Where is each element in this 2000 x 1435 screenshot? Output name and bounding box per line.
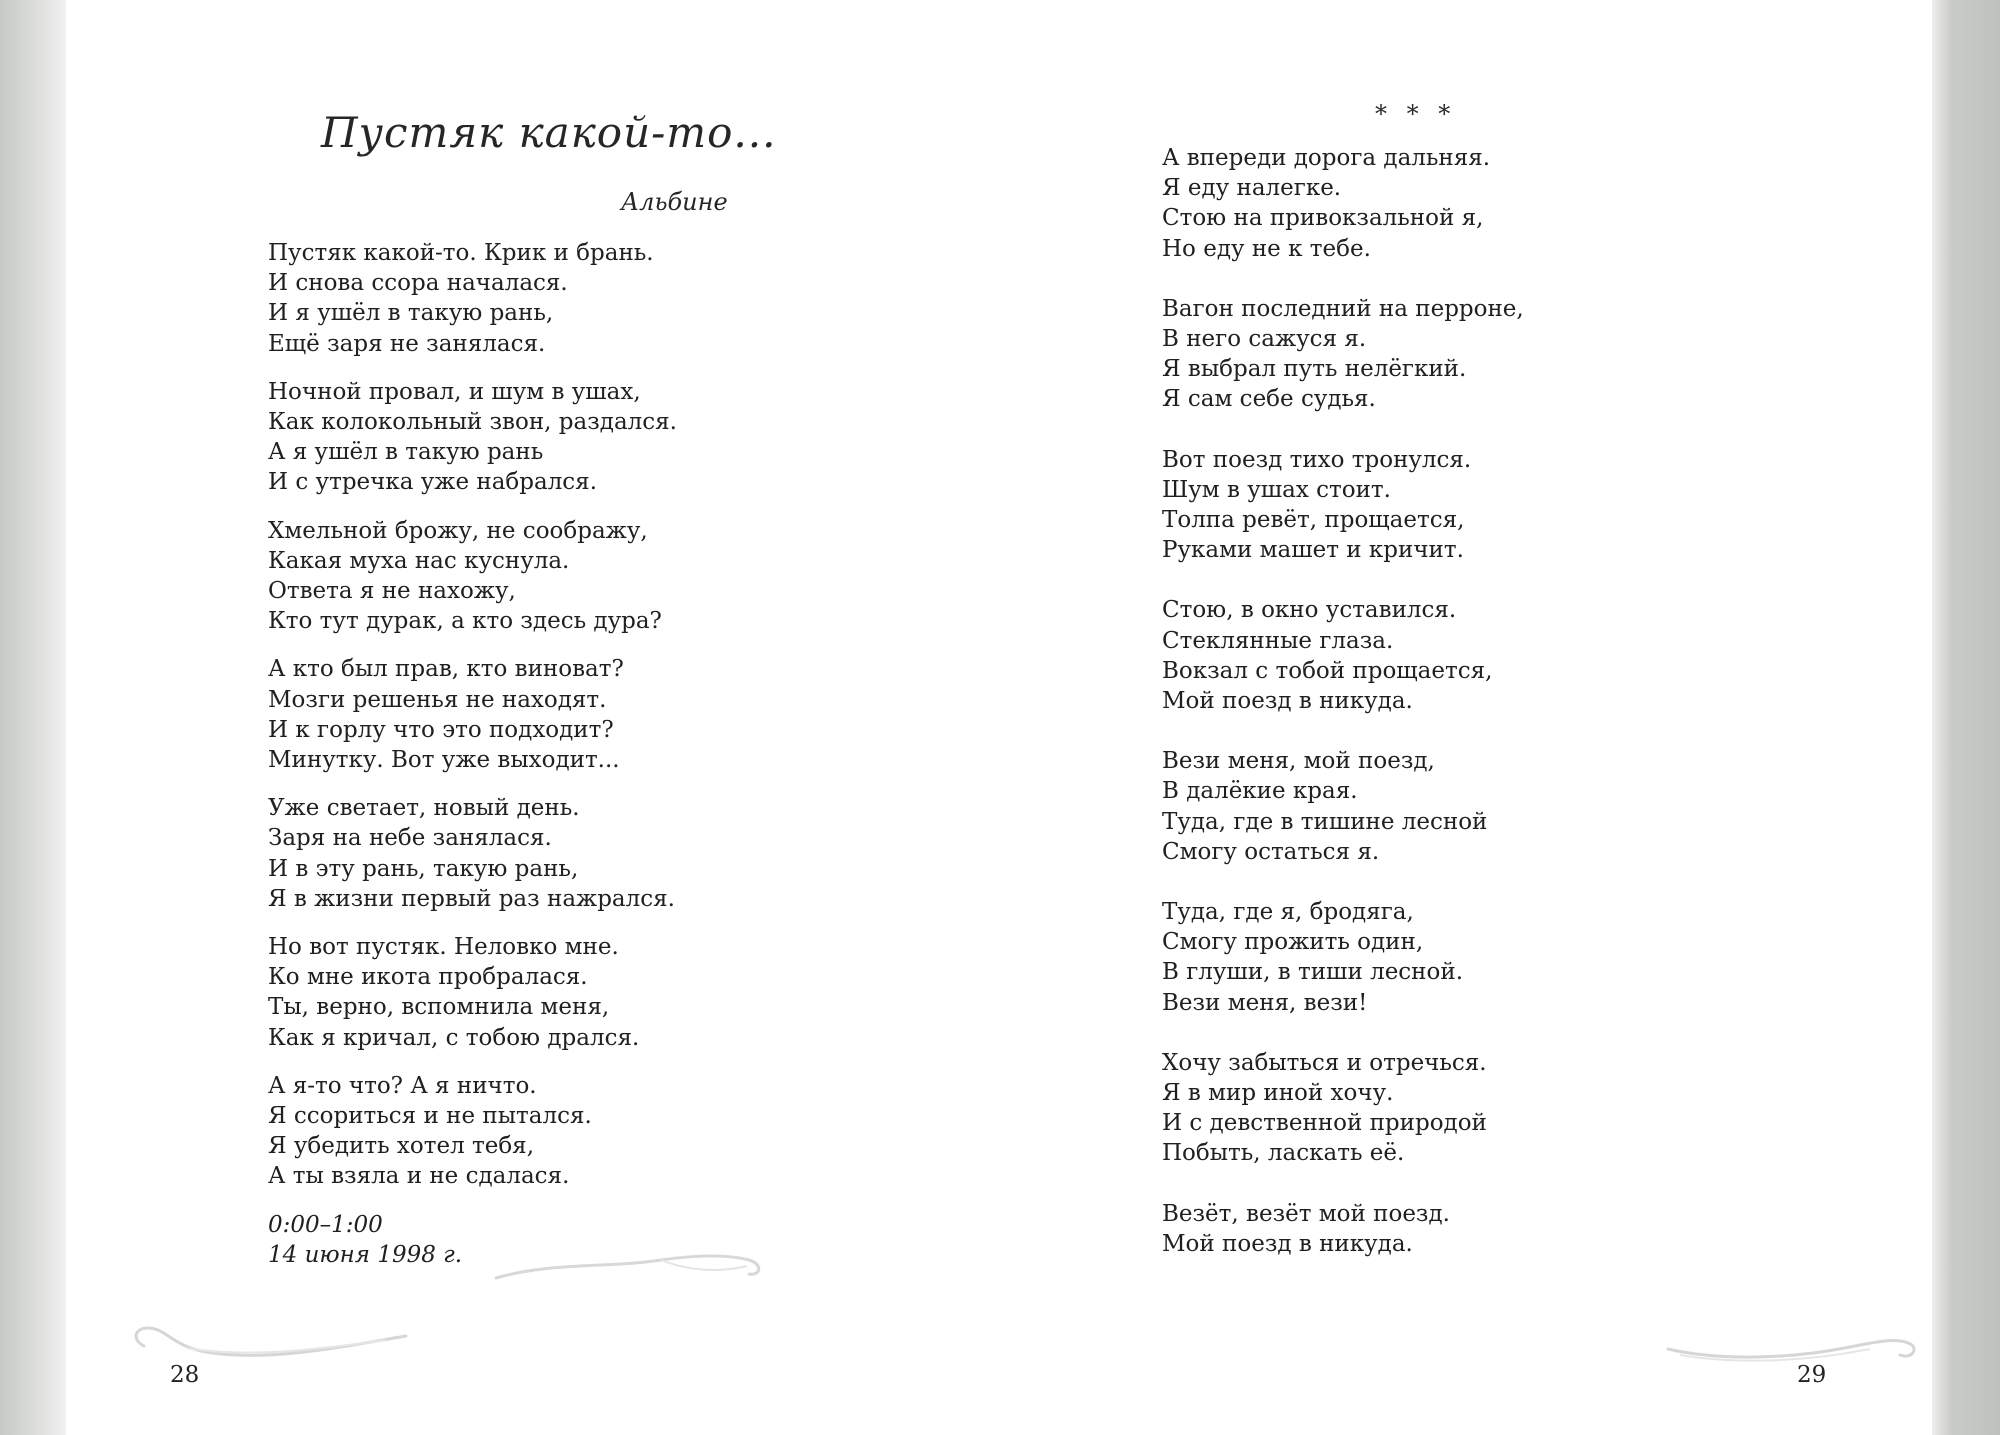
poem-line: Ответа я не нахожу,: [268, 578, 516, 605]
stanza: [1162, 595, 1524, 716]
poem-line: И с девственной природой: [1162, 1110, 1487, 1137]
poem-title: Пустяк какой-то...: [321, 108, 777, 157]
poem-line: Я ссориться и не пытался.: [268, 1103, 592, 1130]
poem-line: Я в мир иной хочу.: [1162, 1080, 1394, 1107]
page-number-right: 29: [1797, 1362, 1827, 1388]
poem-line: Руками машет и кричит.: [1162, 537, 1464, 564]
poem-line: А я ушёл в такую рань: [268, 439, 544, 466]
stanza: [1162, 445, 1524, 566]
poem-date: 14 июня 1998 г.: [268, 1241, 463, 1268]
poem-line: А ты взяла и не сдалася.: [268, 1163, 570, 1190]
left-page: [66, 0, 1000, 1435]
poem-line: Я выбрал путь нелёгкий.: [1162, 356, 1467, 383]
page-number-left: 28: [170, 1362, 200, 1388]
poem-time: 0:00–1:00: [268, 1211, 383, 1238]
poem-line: В далёкие края.: [1162, 778, 1358, 805]
poem-line: И в эту рань, такую рань,: [268, 855, 579, 882]
poem-line: Как я кричал, с тобою дрался.: [268, 1024, 640, 1051]
poem-line: Мозги решенья не находят.: [268, 686, 607, 713]
poem-line: Смогу прожить один,: [1162, 929, 1424, 956]
poem-line: Кто тут дурак, а кто здесь дура?: [268, 608, 662, 635]
poem-body-left: [268, 238, 677, 1270]
flourish-ornament-left-upper: [491, 1250, 771, 1290]
poem-line: Стеклянные глаза.: [1162, 627, 1394, 654]
stanza-list: [1162, 143, 1524, 1259]
poem-line: А впереди дорога дальняя.: [1162, 145, 1491, 171]
poem-line: Заря на небе занялася.: [268, 825, 552, 852]
poem-line: Но вот пустяк. Неловко мне.: [268, 934, 619, 961]
poem-line: Вези меня, мой поезд,: [1162, 748, 1435, 775]
poem-line: Ночной провал, и шум в ушах,: [268, 378, 641, 405]
poem-line: Туда, где в тишине лесной: [1162, 808, 1488, 835]
poem-line: В глуши, в тиши лесной.: [1162, 959, 1463, 986]
poem-body-right: [1162, 143, 1524, 1289]
stanza: [1162, 143, 1524, 264]
poem-line: Вокзал с тобой прощается,: [1162, 657, 1493, 684]
poem-line: Ко мне икота пробралася.: [268, 964, 588, 991]
poem-line: И к горлу что это подходит?: [268, 716, 614, 743]
poem-line: Вагон последний на перроне,: [1162, 295, 1524, 322]
flourish-ornament-left-bottom: [126, 1318, 416, 1368]
stanza: [268, 1071, 677, 1192]
stanza: [268, 238, 677, 359]
stanza-list: [268, 238, 677, 1192]
stanza: [268, 516, 677, 637]
poem-line: Стою, в окно уставился.: [1162, 597, 1457, 624]
poem-line: Но еду не к тебе.: [1162, 235, 1371, 262]
stanza: [268, 932, 677, 1053]
section-separator: * * *: [1375, 100, 1457, 128]
poem-line: Мой поезд в никуда.: [1162, 1230, 1413, 1257]
stanza: [268, 654, 677, 775]
poem-line: Побыть, ласкать её.: [1162, 1140, 1405, 1167]
poem-line: Пустяк какой-то. Крик и брань.: [268, 240, 654, 266]
poem-line: Вези меня, вези!: [1162, 989, 1368, 1016]
poem-line: Стою на привокзальной я,: [1162, 205, 1484, 232]
poem-line: Хочу забыться и отречься.: [1162, 1049, 1487, 1076]
stanza: [1162, 897, 1524, 1018]
poem-line: Вот поезд тихо тронулся.: [1162, 446, 1472, 473]
stanza: [268, 377, 677, 498]
poem-line: И с утречка уже набрался.: [268, 469, 598, 496]
poem-line: Я сам себе судья.: [1162, 386, 1376, 413]
poem-dedication: Альбине: [621, 188, 728, 216]
poem-line: Я убедить хотел тебя,: [268, 1133, 535, 1160]
poem-line: Шум в ушах стоит.: [1162, 476, 1391, 503]
poem-line: Ещё заря не занялася.: [268, 330, 546, 357]
right-page: [1000, 0, 1932, 1435]
poem-line: Какая муха нас куснула.: [268, 547, 570, 574]
stanza: [1162, 294, 1524, 415]
poem-line: А кто был прав, кто виноват?: [268, 656, 624, 683]
poem-line: Мой поезд в никуда.: [1162, 688, 1413, 715]
poem-line: Я еду налегке.: [1162, 175, 1342, 202]
poem-line: Уже светает, новый день.: [268, 795, 580, 822]
poem-line: Толпа ревёт, прощается,: [1162, 507, 1465, 534]
poem-line: Я в жизни первый раз нажрался.: [268, 885, 675, 912]
poem-line: Туда, где я, бродяга,: [1162, 899, 1414, 926]
flourish-ornament-right-bottom: [1660, 1325, 1920, 1375]
poem-line: Везёт, везёт мой поезд.: [1162, 1200, 1450, 1227]
stanza: [268, 793, 677, 914]
poem-line: Минутку. Вот уже выходит...: [268, 747, 620, 774]
poem-line: В него сажуся я.: [1162, 326, 1367, 353]
book-edge-left: [0, 0, 66, 1435]
stanza: [1162, 1048, 1524, 1169]
poem-line: Смогу остаться я.: [1162, 838, 1380, 865]
poem-line: Хмельной брожу, не соображу,: [268, 517, 648, 544]
stanza: [1162, 746, 1524, 867]
poem-line: А я-то что? А я ничто.: [268, 1072, 537, 1099]
poem-line: И снова ссора началася.: [268, 270, 568, 297]
poem-line: Как колокольный звон, раздался.: [268, 409, 677, 436]
poem-line: И я ушёл в такую рань,: [268, 300, 554, 327]
stanza: [1162, 1199, 1524, 1259]
book-edge-right: [1932, 0, 2000, 1435]
poem-line: Ты, верно, вспомнила меня,: [268, 994, 610, 1021]
